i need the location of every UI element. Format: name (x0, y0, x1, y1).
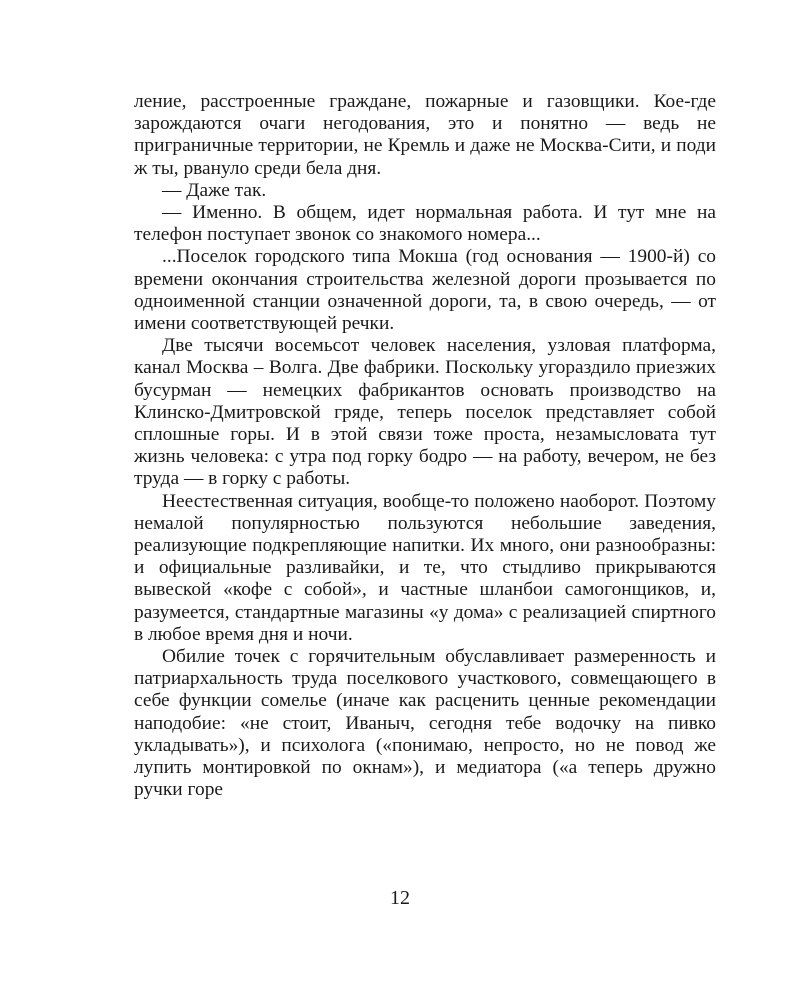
paragraph: ...Поселок городского типа Мокша (год основания — 1900-й) со времени окончания строительства железной дороги прозывается по одноименной станции означенной дороги, та, в свою очередь, — от имени соответствующей речки. (134, 246, 716, 335)
paragraph: Неестественная ситуация, вообще-то положено наоборот. Поэтому немалой популярностью пользуются небольшие заведения, реализующие подкрепляющие напитки. Их много, они разнообразны: и официальные разливайки, и те, что стыдливо прикрываются вывеской «кофе с собой», и частные шланбои самогонщиков, и, разумеется, стандартные магазины «у дома» с реализацией спиртного в любое время дня и ночи. (134, 490, 716, 645)
paragraph: — Именно. В общем, идет нормальная работа. И тут мне на телефон поступает звонок со знакомого номера... (134, 202, 716, 246)
page-number: 12 (390, 887, 410, 909)
paragraph: — Даже так. (162, 179, 267, 201)
paragraph: Обилие точек с горячительным обуславливает размеренность и патриархальность труда поселкового участкового, совмещающего в себе функции сомелье (иначе как расценить ценные рекомендации наподобие: «не стоит, Иваныч, сегодня тебе водочку на пивко укладывать»), и психолога («понимаю, непросто, но не повод же лупить монтировкой по окнам»), и медиатора («а теперь дружно ручки горе (134, 646, 716, 801)
paragraph: Две тысячи восемьсот человек населения, узловая платформа, канал Москва – Волга. Две фабрики. Поскольку угораздило приезжих бусурман — немецких фабрикантов основать производство на Клинско-Дмитровской гряде, теперь поселок представляет собой сплошные горы. И в этой связи тоже проста, незамысловата тут жизнь человека: с утра под горку бодро — на работу, вечером, не без труда — в горку с работы. (134, 335, 716, 490)
body-text (134, 91, 716, 802)
paragraph-continued: ление, расстроенные граждане, пожарные и газовщики. Кое-где зарождаются очаги негодования, это и понятно — ведь не приграничные территории, не Кремль и даже не Москва-Сити, и поди ж ты, рвануло среди бела дня. (134, 91, 716, 179)
